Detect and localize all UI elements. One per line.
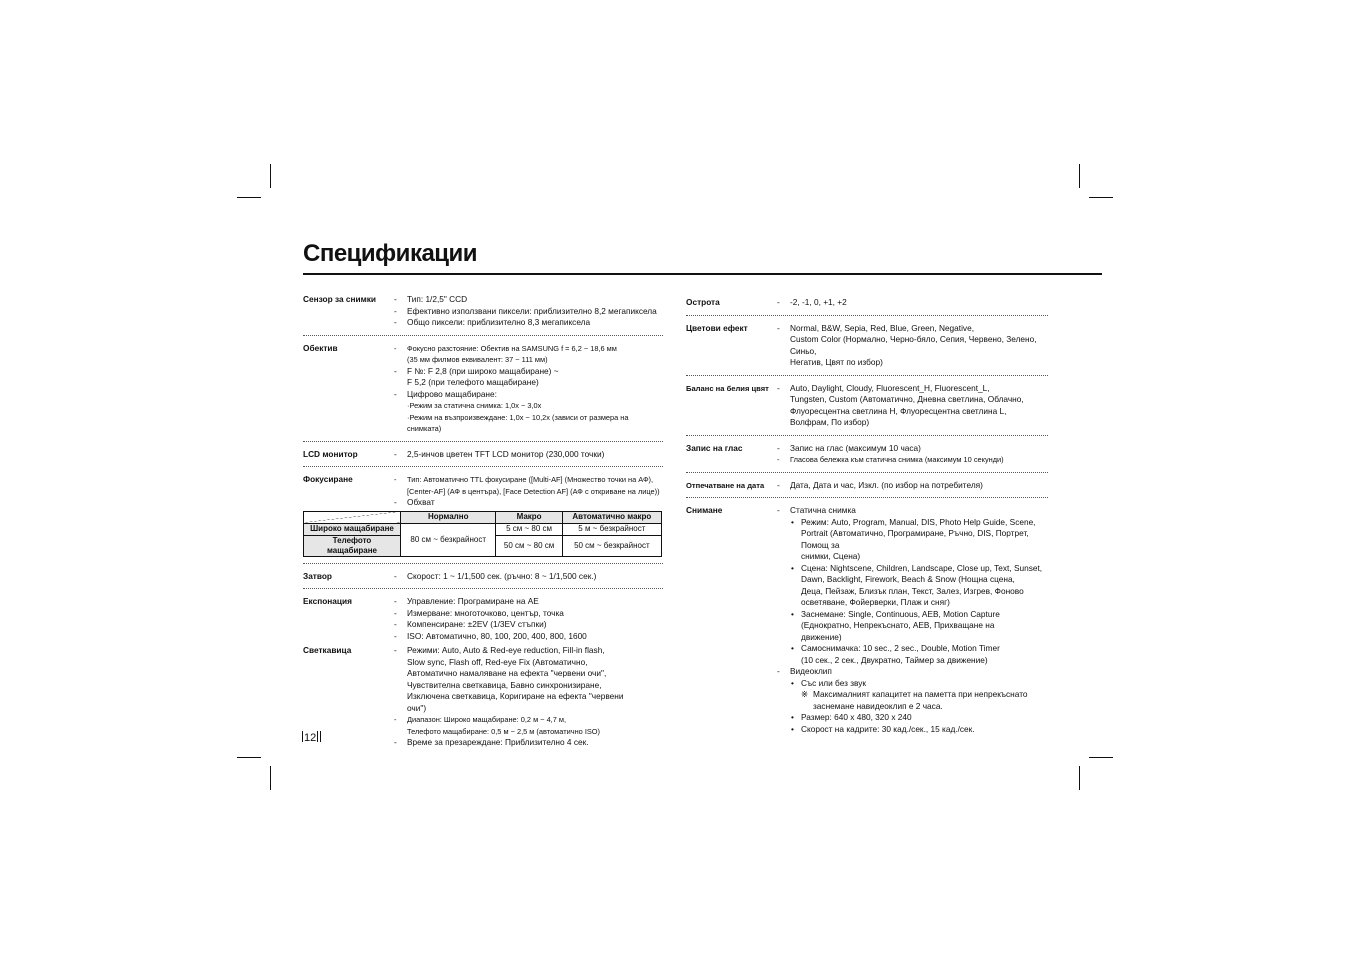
spec-value: Скорост на кадрите: 30 кад./сек., 15 кад./сек.	[801, 723, 975, 734]
page-title: Спецификации	[303, 240, 478, 267]
table-cell: 5 см ~ 80 см	[496, 523, 562, 535]
spec-label: Отпечатване на дата	[686, 480, 765, 490]
table-cell: 50 см ~ безкрайност	[562, 535, 661, 556]
spec-label: Баланс на белия цвят	[686, 383, 769, 393]
specs-left-column	[303, 294, 663, 752]
page-number	[301, 731, 322, 744]
focus-range-table	[303, 511, 662, 557]
note-icon: ※	[801, 689, 808, 699]
table-cell: 80 см ~ безкрайност	[401, 523, 496, 556]
spec-label: Експонация	[303, 596, 352, 606]
table-header: Макро	[496, 511, 562, 523]
crop-mark	[270, 164, 271, 188]
specs-right-column	[686, 294, 1048, 738]
spec-label: LCD монитор	[303, 448, 358, 459]
spec-label: Обектив	[303, 342, 338, 353]
spec-label: Затвор	[303, 570, 333, 581]
spec-sharpness: Острота - -2, -1, 0, +1, +2	[686, 294, 1048, 316]
spec-exposure: Експонация - Управление: Програмиране на AE - Измерване: многоточково, център, точка - Компенсиране: ±2EV (1/3EV стъпки) - ISO: Автоматично, 80, 100, 200, 400, 800, 1600	[303, 596, 663, 645]
spec-value: F №: F 2,8 (при широко мащабиране) ~ F 5,2 (при телефото мащабиране)	[407, 365, 559, 387]
spec-value: Скорост: 1 ~ 1/1,500 сек. (ръчно: 8 ~ 1/1,500 сек.)	[407, 570, 597, 581]
spec-label: Запис на глас	[686, 442, 743, 453]
spec-value: Ефективно използвани пиксели: приблизително 8,2 мегапиксела	[407, 305, 657, 316]
spec-value: Измерване: многоточково, център, точка	[407, 607, 564, 618]
spec-label: Снимане	[686, 505, 723, 515]
table-cell: 5 м ~ безкрайност	[562, 523, 661, 535]
spec-shutter: Затвор - Скорост: 1 ~ 1/1,500 сек. (ръчно: 8 ~ 1/1,500 сек.)	[303, 571, 663, 590]
spec-value: Време за презареждане: Приблизително 4 сек.	[407, 737, 589, 747]
crop-mark	[237, 757, 261, 758]
table-cell: 50 см ~ 80 см	[496, 535, 562, 556]
spec-color-effect: Цветови ефект - Normal, B&W, Sepia, Red, Blue, Green, Negative, Custom Color (Нормално, Черно-бяло, Сепия, Червено, Зелено, Синьо, Негатив, Цвят по избор)	[686, 323, 1048, 376]
spec-value: Видеоклип	[790, 666, 832, 676]
spec-label: Острота	[686, 297, 720, 307]
spec-value: -2, -1, 0, +1, +2	[790, 297, 847, 307]
spec-value: Обхват	[407, 497, 435, 507]
spec-value: Диапазон: Широко мащабиране: 0,2 м ~ 4,7 м, Телефото мащабиране: 0,5 м ~ 2,5 м (автоматично ISO)	[407, 715, 601, 736]
spec-value: ISO: Автоматично, 80, 100, 200, 400, 800, 1600	[407, 630, 587, 641]
spec-label: Светкавица	[303, 645, 352, 655]
crop-mark	[1089, 197, 1113, 198]
spec-value: Запис на глас (максимум 10 часа)	[790, 442, 921, 453]
spec-value: Auto, Daylight, Cloudy, Fluorescent_H, Fluorescent_L, Tungsten, Custom (Автоматично, Дневна светлина, Облачно, Флуоресцентна светлина H, Флуоресцентна светлина L, Волфрам, По избор)	[790, 382, 1024, 427]
spec-value: Самоснимачка: 10 sec., 2 sec., Double, Motion Timer (10 сек., 2 сек., Двукратно, Таймер за движение)	[801, 643, 1000, 665]
table-row-header: Телефото мащабиране	[304, 535, 401, 556]
spec-value: Статична снимка	[790, 505, 856, 515]
spec-value: Тип: Автоматично TTL фокусиране ([Multi-AF] (Множество точки на АФ), [Center-AF] (АФ в центъра), [Face Detection AF] (АФ с откриване на лице))	[407, 475, 660, 496]
spec-white-balance: Баланс на белия цвят - Auto, Daylight, Cloudy, Fluorescent_H, Fluorescent_L, Tungsten, Custom (Автоматично, Дневна светлина, Облачно, Флуоресцентна светлина H, Флуоресцентна светлина L, Волфрам, По избор)	[686, 383, 1048, 436]
spec-value: Максималният капацитет на паметта при непрекъснато заснемане навидеоклип е 2 часа.	[813, 689, 1028, 711]
table-header: Нормално	[401, 511, 496, 523]
spec-value: Със или без звук	[801, 677, 867, 688]
spec-value: Гласова бележка към статична снимка (максимум 10 секунди)	[790, 455, 1004, 464]
crop-mark	[1079, 766, 1080, 790]
spec-label: Фокусиране	[303, 474, 353, 484]
spec-value: ·Режим за статична снимка: 1,0x ~ 3,0x	[407, 401, 542, 410]
spec-lens: Обектив - Фокусно разстояние: Обектив на SAMSUNG f = 6,2 ~ 18,6 мм (35 мм филмов еквивалент: 37 ~ 111 мм) - F №: F 2,8 (при широко мащабиране) ~ F 5,2 (при телефото мащабиране) - Цифрово мащабиране: ·Режим за статична снимка: 1,0x ~ 3,0x ·Режим на възпроизвеждане: 1,0x ~ 10,2x (зависи от размера на снимката)	[303, 343, 663, 442]
table-row-header: Широко мащабиране	[304, 523, 401, 535]
spec-voice-recording: Запис на глас - Запис на глас (максимум 10 часа) - Гласова бележка към статична снимка (максимум 10 секунди)	[686, 443, 1048, 473]
crop-mark	[1079, 164, 1080, 188]
spec-value: Фокусно разстояние: Обектив на SAMSUNG f = 6,2 ~ 18,6 мм (35 мм филмов еквивалент: 37 ~ 111 мм)	[407, 343, 617, 364]
spec-focus: Фокусиране - Тип: Автоматично TTL фокусиране ([Multi-AF] (Множество точки на АФ), [Center-AF] (АФ в центъра), [Face Detection AF] (АФ с откриване на лице)) - Обхват Нормално Макро Автоматично макро Широко мащабиране 80 см ~ безкрайност 5 см ~ 80 см 5 м ~ безкрайност Телефото мащабиране 50 см ~ 80 см 50 см ~ безкрайност	[303, 474, 663, 564]
table-header: Автоматично макро	[562, 511, 661, 523]
spec-value: Цифрово мащабиране:	[407, 388, 497, 399]
spec-value: Normal, B&W, Sepia, Red, Blue, Green, Negative, Custom Color (Нормално, Черно-бяло, Сепия, Червено, Зелено, Синьо, Негатив, Цвят по избор)	[790, 322, 1037, 367]
spec-shooting: Снимане - Статична снимка • Режим: Auto, Program, Manual, DIS, Photo Help Guide, Scene, Portrait (Автоматично, Програмиране, Ръчно, DIS, Портрет, Помощ за снимки, Сцена) • Сцена: Nightscene, Children, Landscape, Close up, Text, Sunset, Dawn, Backlight, Firework, Beach & Snow (Нощна сцена, Деца, Пейзаж, Близък план, Текст, Залез, Изгрев, Фоново осветяване, Фойерверки, Плаж и сняг) • Заснемане: Single, Continuous, AEB, Motion Capture (Еднократно, Непрекъснато, AEB, Прихващане на движение) • Самоснимачка: 10 sec., 2 sec., Double, Motion Timer (10 сек., 2 сек., Двукратно, Таймер за движение) - Видеоклип • Със или без звук ※ Максималният капацитет на паметта при непрекъснато заснемане навидеоклип е 2 часа. • Размер: 640 x 480, 320 x 240 • Скорост на кадрите: 30 кад./сек., 15 кад./сек.	[686, 505, 1048, 738]
spec-value: Заснемане: Single, Continuous, AEB, Motion Capture (Еднократно, Непрекъснато, AEB, Прихващане на движение)	[801, 608, 1000, 642]
spec-label: Сензор за снимки	[303, 294, 377, 304]
crop-mark	[1089, 757, 1113, 758]
spec-value: 2,5-инчов цветен TFT LCD монитор (230,000 точки)	[407, 448, 605, 459]
spec-date-imprint: Отпечатване на дата - Дата, Дата и час, Изкл. (по избор на потребителя)	[686, 480, 1048, 499]
spec-value: Дата, Дата и час, Изкл. (по избор на потребителя)	[790, 479, 983, 490]
spec-value: Компенсиране: ±2EV (1/3EV стъпки)	[407, 619, 547, 629]
crop-mark	[237, 197, 261, 198]
spec-value: Размер: 640 x 480, 320 x 240	[801, 712, 912, 722]
crop-mark	[270, 766, 271, 790]
spec-label: Цветови ефект	[686, 322, 748, 333]
table-corner	[304, 511, 401, 523]
spec-value: Сцена: Nightscene, Children, Landscape, Close up, Text, Sunset, Dawn, Backlight, Firework, Beach & Snow (Нощна сцена, Деца, Пейзаж, Близък план, Текст, Залез, Изгрев, Фоново осветяване, Фойерверки, Плаж и сняг)	[801, 562, 1043, 607]
spec-sensor: Сензор за снимки - Тип: 1/2,5" CCD - Ефективно използвани пиксели: приблизително 8,2 мегапиксела - Общо пиксели: приблизително 8,3 мегапиксела	[303, 294, 663, 336]
spec-value: Управление: Програмиране на AE	[407, 596, 539, 606]
spec-lcd: LCD монитор - 2,5-инчов цветен TFT LCD монитор (230,000 точки)	[303, 449, 663, 468]
spec-value: ·Режим на възпроизвеждане: 1,0x ~ 10,2x (зависи от размера на снимката)	[407, 412, 629, 433]
title-rule	[303, 273, 1102, 275]
spec-value: Тип: 1/2,5" CCD	[407, 294, 468, 304]
spec-value: Режим: Auto, Program, Manual, DIS, Photo Help Guide, Scene, Portrait (Автоматично, Програмиране, Ръчно, DIS, Портрет, Помощ за снимки, Сцена)	[801, 516, 1036, 561]
spec-value: Общо пиксели: приблизително 8,3 мегапиксела	[407, 317, 591, 327]
spec-flash: Светкавица - Режими: Auto, Auto & Red-eye reduction, Fill-in flash, Slow sync, Flash off, Red-eye Fix (Автоматично, Автоматично намаляване на ефекта "червени очи", Чувствителна светкавица, Бавно синхронизиране, Изключена светкавица, Коригиране на ефекта "червени очи") - Диапазон: Широко мащабиране: 0,2 м ~ 4,7 м, Телефото мащабиране: 0,5 м ~ 2,5 м (автоматично ISO) - Време за презареждане: Приблизително 4 сек.	[303, 645, 663, 752]
page-number-text: 12	[304, 732, 317, 744]
spec-value: Режими: Auto, Auto & Red-eye reduction, Fill-in flash, Slow sync, Flash off, Red-eye Fix (Автоматично, Автоматично намаляване на ефекта "червени очи", Чувствителна светкавица, Бавно синхронизиране, Изключена светкавица, Коригиране на ефекта "червени очи")	[407, 645, 624, 713]
